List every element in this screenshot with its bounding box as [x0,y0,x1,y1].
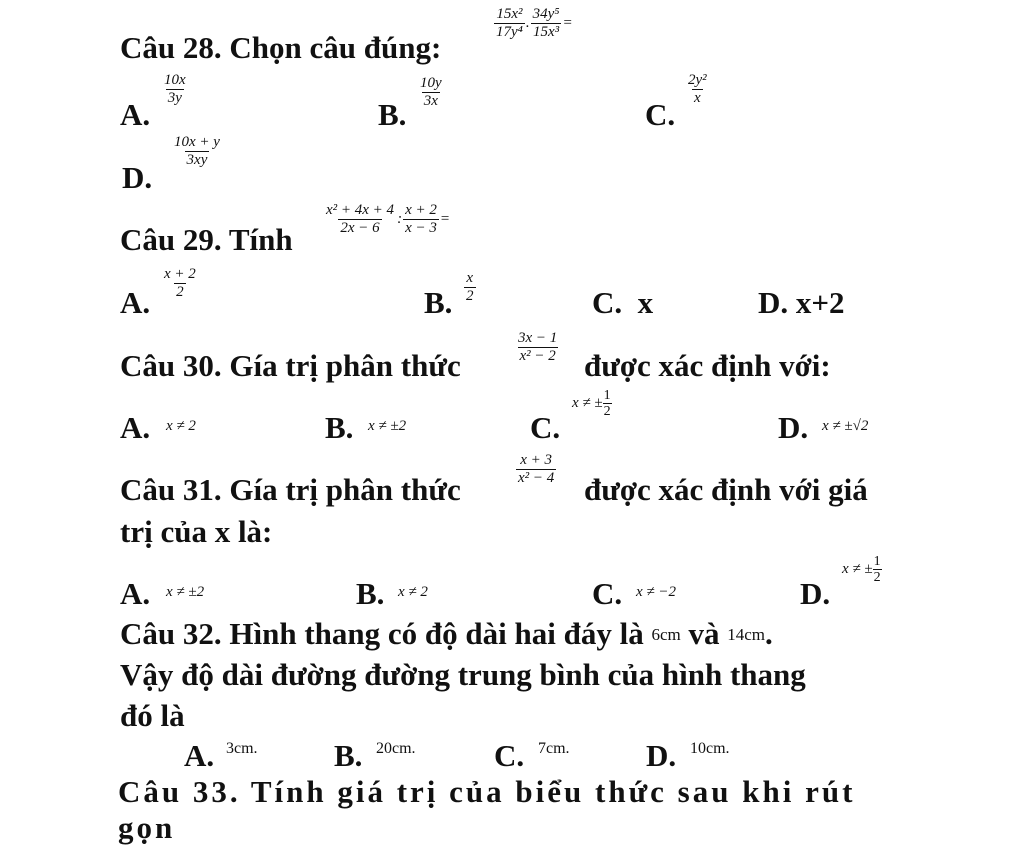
q32-line2: Vậy độ dài đường đường trung bình của hình thang [120,657,806,692]
q30-option-a-label: A. [120,410,151,445]
q32-option-d: 10cm. [690,740,730,757]
q32-line1: Câu 32. Hình thang có độ dài hai đáy là 6cm và 14cm. [120,616,773,651]
q33-cutoff-line: Câu 33. Tính giá trị của biểu thức sau khi rút gọn [118,774,856,845]
q31-option-a: x ≠ ±2 [166,584,205,600]
q31-option-d: x ≠ ± $\frac{1}{2}$ [842,554,881,586]
q31-option-b-label: B. [356,576,385,611]
q28-expression: $\frac{\text{15x²}}{\text{17y⁴}}$ . $\frac{\text{34y⁵}}{\text{15x³}}$ = [496,6,573,41]
q30-title-start: Câu 30. Gía trị phân thức [120,348,461,383]
q32-option-a-label: A. [184,738,215,773]
q32-option-b-label: B. [334,738,363,773]
q30-option-c: x ≠ ± $\frac{1}{2}$ [572,388,611,420]
q28-option-c-label: C. [645,97,676,132]
q32-option-c-label: C. [494,738,525,773]
q31-title-line2: trị của x là: [120,514,273,549]
q30-option-d: x ≠ ±√2 [822,418,869,434]
q29-option-a: $\frac{x + 2}{2}$ [164,266,196,301]
q28-fraction-2: $\frac{\text{34y⁵}}{\text{15x³}}$ [532,6,560,41]
q28-option-d-label: D. [122,160,153,195]
q32-value-1: 6cm [651,625,681,644]
q31-option-a-label: A. [120,576,151,611]
q31-title-start: Câu 31. Gía trị phân thức [120,472,461,507]
q30-option-c-label: C. [530,410,561,445]
q28-option-b: $\frac{10y}{3x}$ [420,75,442,110]
q28-option-d: $\frac{10x + y}{3xy}$ [174,134,220,169]
q28-fraction-1: $\frac{\text{15x²}}{\text{17y⁴}}$ [496,6,523,41]
q30-option-a: x ≠ 2 [166,418,196,434]
q31-option-c-label: C. [592,576,623,611]
q32-and: và [688,616,720,651]
q30-fraction: $\frac{3x - 1}{\text{x² − 2}}$ [518,330,558,365]
q28-title: Câu 28. Chọn câu đúng: [120,30,442,65]
q29-option-b: $\frac{x}{2}$ [466,270,474,305]
q28-option-a-label: A. [120,97,151,132]
q31-option-c: x ≠ −2 [636,584,677,600]
q31-option-d-label: D. [800,576,831,611]
q28-option-c: $\frac{\text{2y²}}{x}$ [688,72,707,107]
q31-title-end: được xác định với giá [584,472,868,507]
q32-option-c: 7cm. [538,740,570,757]
q30-option-b-label: B. [325,410,354,445]
q31-option-b: x ≠ 2 [398,584,428,600]
q32-value-2: 14cm [727,625,766,644]
q29-title: Câu 29. Tính [120,222,293,257]
q32-option-b: 20cm. [376,740,416,757]
q30-option-b: x ≠ ±2 [368,418,407,434]
q29-expression: $\frac{\text{x² + 4x + 4}}{2x - 6}$ : $\frac{x + 2}{x - 3}$ = [326,202,450,237]
q32-option-d-label: D. [646,738,677,773]
q29-option-d: D. x+2 [758,285,845,320]
q29-option-a-label: A. [120,285,151,320]
q28-option-a: $\frac{10x}{3y}$ [164,72,186,107]
q30-option-d-label: D. [778,410,809,445]
q29-option-b-label: B. [424,285,453,320]
q32-option-a: 3cm. [226,740,258,757]
q29-option-c: C. x [592,285,654,320]
q32-line3: đó là [120,698,185,733]
q28-option-b-label: B. [378,97,407,132]
q32-line1-text: Câu 32. Hình thang có độ dài hai đáy là [120,616,644,651]
q31-fraction: $\frac{x + 3}{\text{x² − 4}}$ [518,452,555,487]
q30-title-end: được xác định với: [584,348,831,383]
